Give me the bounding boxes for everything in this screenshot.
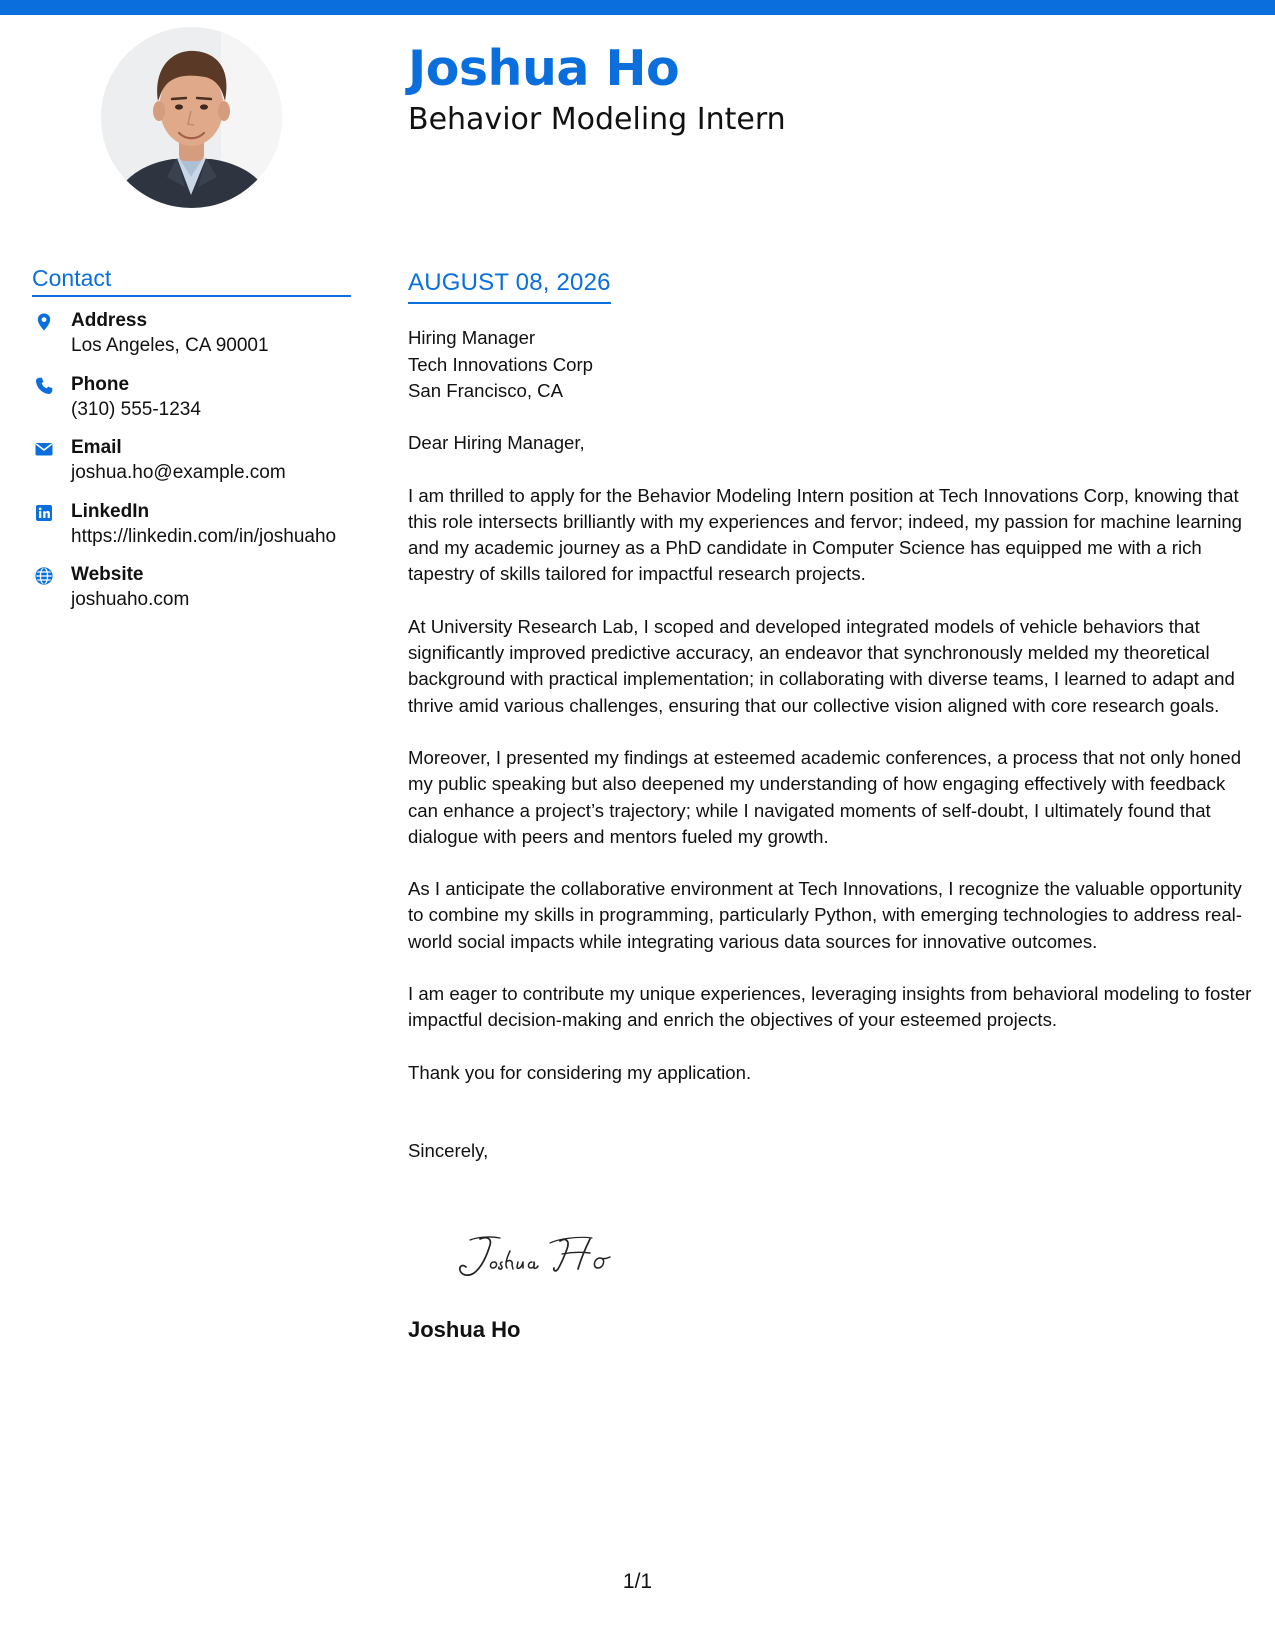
contact-item-linkedin <box>32 500 362 564</box>
salutation: Dear Hiring Manager, <box>408 432 585 454</box>
contact-item-email <box>32 436 362 500</box>
recipient-line: Hiring Manager <box>408 327 536 349</box>
job-title: Behavior Modeling Intern <box>408 102 786 137</box>
letter-paragraph: Moreover, I presented my findings at esteemed academic conferences, a process that not only honed my public speaking but also deepened my understanding of how engaging effectively with feedback can enhance a project’s trajectory; while I navigated moments of self-doubt, I ultimately found that dialogue with peers and mentors fueled my growth. <box>408 746 1242 847</box>
contact-label-address: Address <box>71 310 148 331</box>
top-accent-bar <box>0 0 1275 15</box>
letter-body <box>408 270 1253 1164</box>
contact-item-address <box>32 309 362 373</box>
recipient-line: Tech Innovations Corp <box>408 353 594 375</box>
letter-paragraph: I am thrilled to apply for the Behavior Modeling Intern position at Tech Innovations Corp, knowing that this role intersects brilliantly with my experiences and fervor; indeed, my passion for machine learning and my academic journey as a PhD candidate in Computer Science has equipped me with a rich tapestry of skills tailored for impactful research projects. <box>408 484 1243 585</box>
letter-paragraph: As I anticipate the collaborative environment at Tech Innovations, I recognize the valuable opportunity to combine my skills in programming, particularly Python, with emerging technologies to address real-world social impacts while integrating various data sources for innovative outcomes. <box>408 878 1242 952</box>
contact-heading: Contact <box>32 266 351 297</box>
contact-label-phone: Phone <box>71 373 130 395</box>
contact-label-linkedin: LinkedIn <box>71 500 150 522</box>
contact-item-phone <box>32 373 362 437</box>
letter-date: AUGUST 08, 2026 <box>408 270 611 304</box>
page-number: 1/1 <box>622 1570 653 1593</box>
letter-paragraph: At University Research Lab, I scoped and developed integrated models of vehicle behaviors that significantly improved predictive accuracy, an endeavor that synchronously melded my theoretical background with practical implementation; in collaborating with diverse teams, I learned to adapt and thrive amid various challenges, ensuring that our collective vision aligned with core research goals. <box>408 615 1235 716</box>
candidate-name: Joshua Ho <box>408 40 680 97</box>
letter-paragraph: Thank you for considering my application. <box>408 1061 752 1083</box>
contact-value-phone: (310) 555-1234 <box>71 398 201 420</box>
handwritten-signature <box>450 1231 640 1283</box>
contact-value-linkedin[interactable]: https://linkedin.com/in/joshuaho <box>71 525 337 547</box>
contact-label-website: Website <box>71 564 144 585</box>
contact-value-website[interactable]: joshuaho.com <box>71 589 190 610</box>
letter-paragraph: I am eager to contribute my unique experiences, leveraging insights from behavioral modeling to foster impactful decision-making and enrich the objectives of your esteemed projects. <box>408 983 1252 1031</box>
location-pin-icon <box>34 312 54 332</box>
phone-icon <box>34 376 54 396</box>
contact-value-email[interactable]: joshua.ho@example.com <box>71 462 286 483</box>
linkedin-icon <box>34 503 54 523</box>
envelope-icon <box>34 439 54 459</box>
recipient-block <box>408 325 1253 404</box>
closing: Sincerely, <box>408 1139 489 1161</box>
contact-value-address: Los Angeles, CA 90001 <box>71 335 269 356</box>
contact-label-email: Email <box>71 437 122 458</box>
signed-name: Joshua Ho <box>408 1317 521 1342</box>
profile-photo <box>101 27 282 208</box>
contact-list <box>32 309 362 627</box>
contact-item-website <box>32 563 362 627</box>
recipient-line: San Francisco, CA <box>408 379 564 401</box>
globe-icon <box>34 566 54 586</box>
